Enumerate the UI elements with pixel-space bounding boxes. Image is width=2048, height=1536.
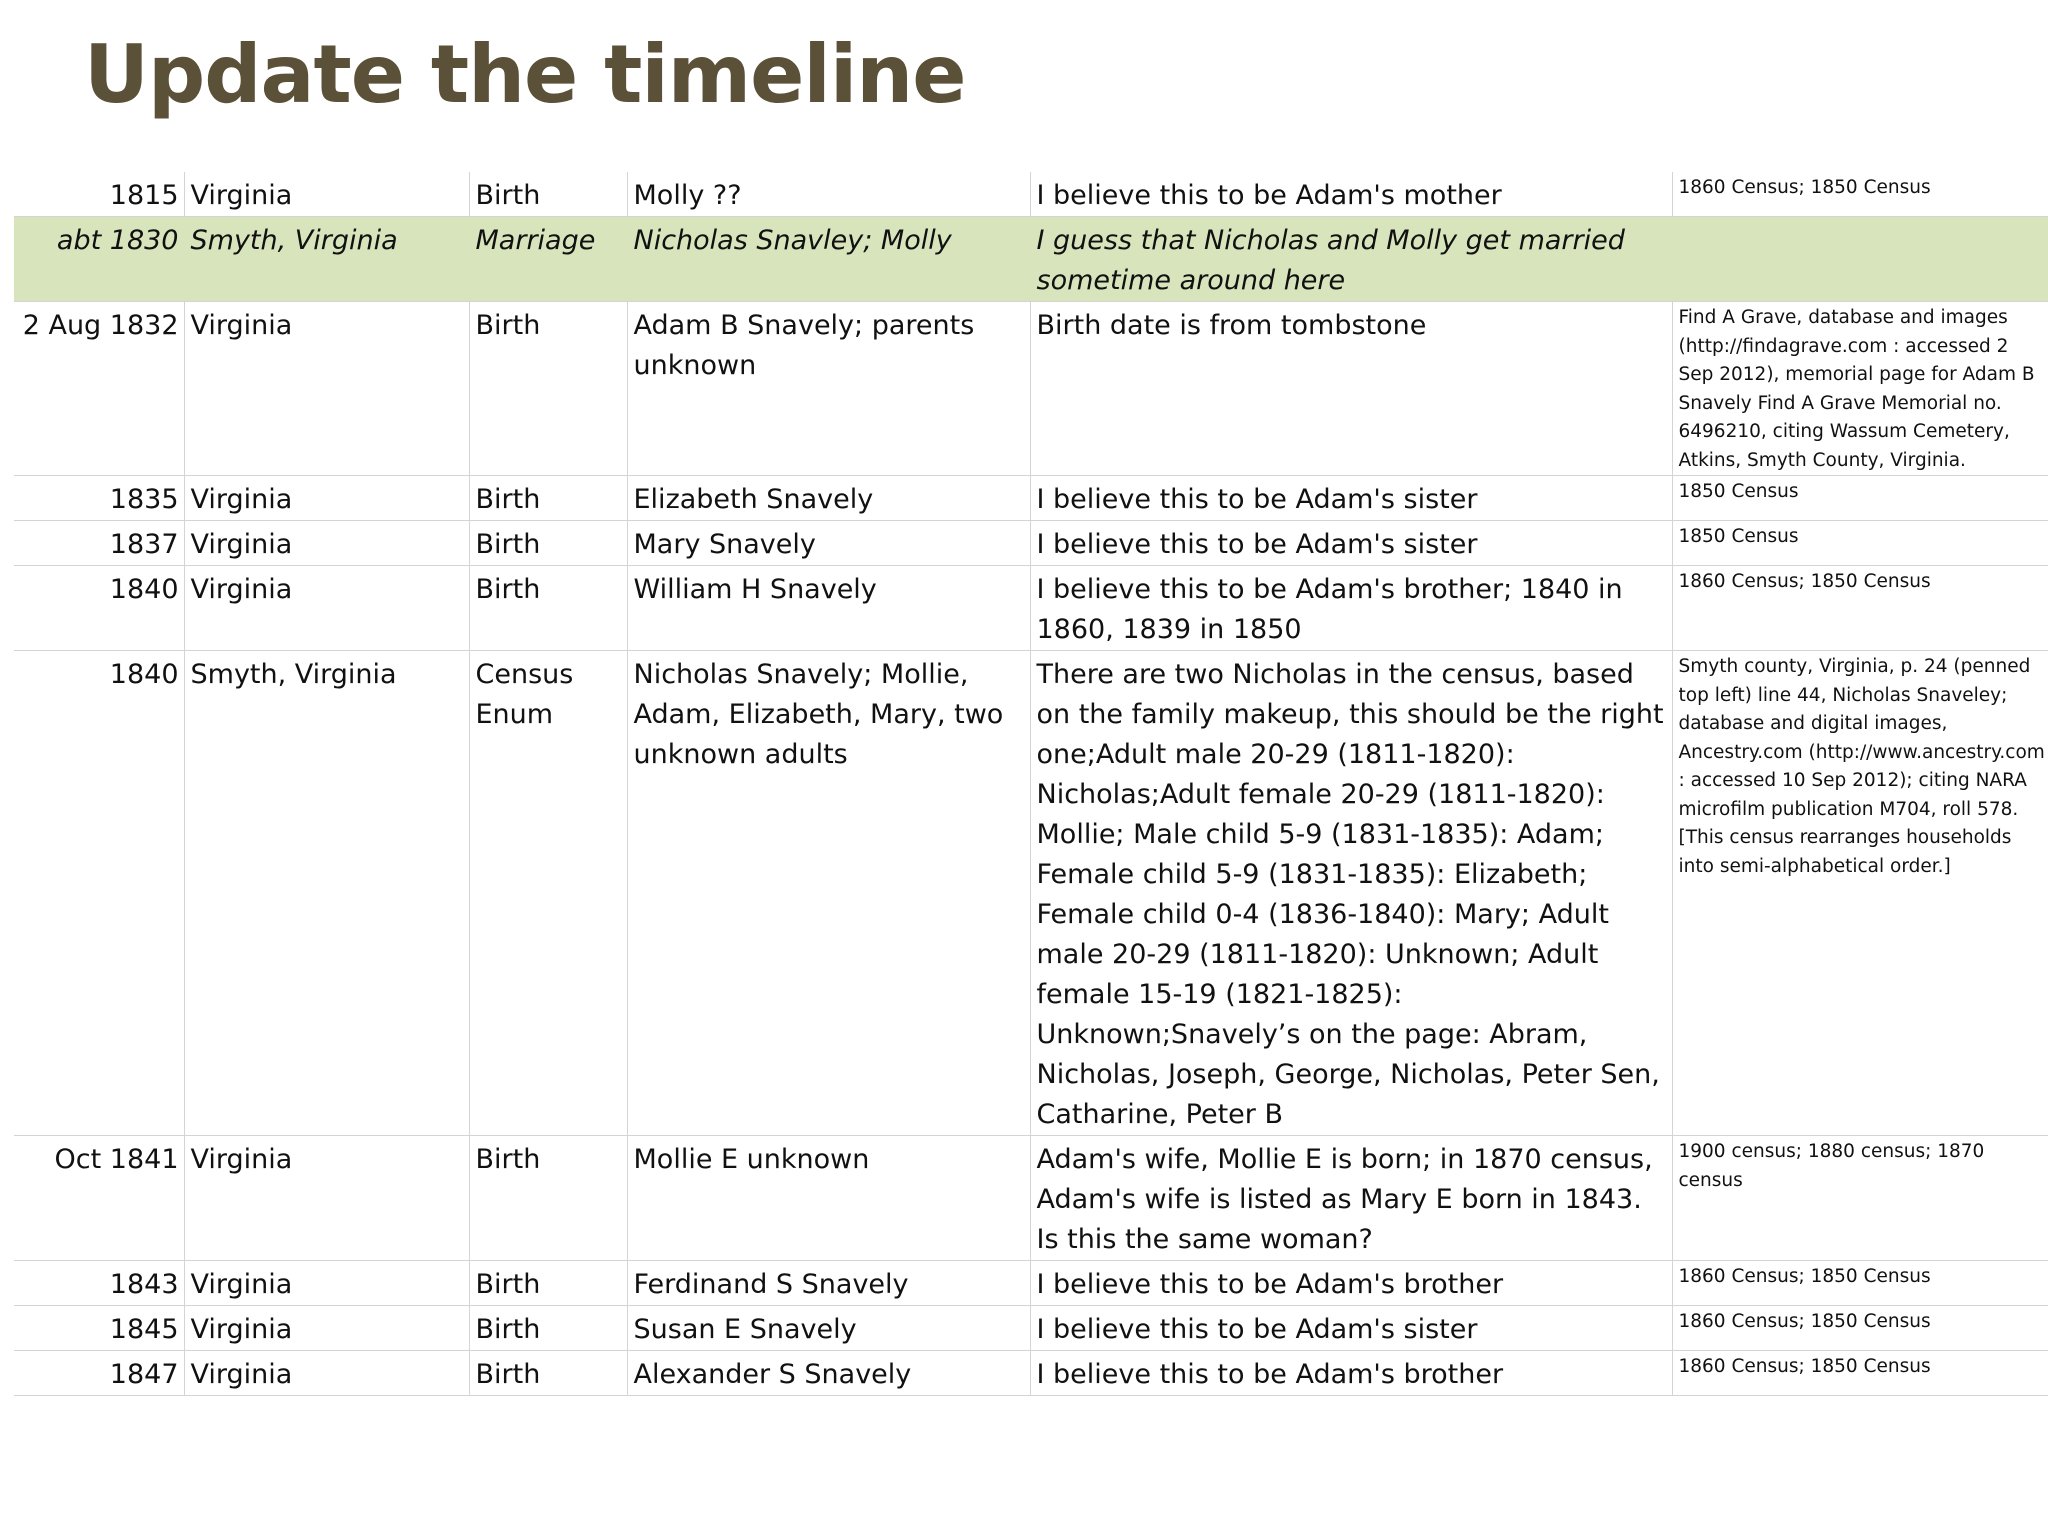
place-cell: Virginia (184, 476, 469, 521)
timeline-table (14, 172, 2048, 1396)
source-cell: 1860 Census; 1850 Census (1672, 1261, 2048, 1306)
date-cell: 1835 (14, 476, 184, 521)
event-cell: Birth (469, 566, 627, 651)
table-row (14, 1136, 2048, 1261)
table-row (14, 476, 2048, 521)
people-cell: Ferdinand S Snavely (627, 1261, 1030, 1306)
people-cell: Molly ?? (627, 172, 1030, 217)
source-cell: 1860 Census; 1850 Census (1672, 566, 2048, 651)
date-cell: 1845 (14, 1306, 184, 1351)
table-row-highlighted (14, 217, 2048, 302)
event-cell: Birth (469, 302, 627, 476)
people-cell: Susan E Snavely (627, 1306, 1030, 1351)
place-cell: Virginia (184, 172, 469, 217)
source-cell: 1850 Census (1672, 476, 2048, 521)
notes-cell: I believe this to be Adam's brother; 1840 in 1860, 1839 in 1850 (1030, 566, 1672, 651)
date-cell: 1815 (14, 172, 184, 217)
table-row (14, 566, 2048, 651)
place-cell: Smyth, Virginia (184, 217, 469, 302)
table-row (14, 651, 2048, 1136)
table-row (14, 1261, 2048, 1306)
event-cell: Marriage (469, 217, 627, 302)
notes-cell: I believe this to be Adam's brother (1030, 1351, 1672, 1396)
event-cell: Birth (469, 1306, 627, 1351)
notes-cell: Adam's wife, Mollie E is born; in 1870 census, Adam's wife is listed as Mary E born in 1843. Is this the same woman? (1030, 1136, 1672, 1261)
source-cell: 1860 Census; 1850 Census (1672, 172, 2048, 217)
source-cell: 1850 Census (1672, 521, 2048, 566)
people-cell: Elizabeth Snavely (627, 476, 1030, 521)
place-cell: Virginia (184, 1136, 469, 1261)
source-cell: 1860 Census; 1850 Census (1672, 1306, 2048, 1351)
notes-cell: Birth date is from tombstone (1030, 302, 1672, 476)
event-cell: Birth (469, 1136, 627, 1261)
place-cell: Smyth, Virginia (184, 651, 469, 1136)
people-cell: Alexander S Snavely (627, 1351, 1030, 1396)
table-row (14, 172, 2048, 217)
date-cell: 1840 (14, 566, 184, 651)
table-row (14, 521, 2048, 566)
notes-cell: I believe this to be Adam's brother (1030, 1261, 1672, 1306)
place-cell: Virginia (184, 1351, 469, 1396)
source-cell: 1900 census; 1880 census; 1870 census (1672, 1136, 2048, 1261)
date-cell: abt 1830 (14, 217, 184, 302)
notes-cell: There are two Nicholas in the census, based on the family makeup, this should be the right one;Adult male 20-29 (1811-1820): Nicholas;Adult female 20-29 (1811-1820): Mollie; Male child 5-9 (1831-1835): Adam; Female child 5-9 (1831-1835): Elizabeth; Female child 0-4 (1836-1840): Mary; Adult male 20-29 (1811-1820): Unknown; Adult female 15-19 (1821-1825): Unknown;Snavely’s on the page: Abram, Nicholas, Joseph, George, Nicholas, Peter Sen, Catharine, Peter B (1030, 651, 1672, 1136)
people-cell: William H Snavely (627, 566, 1030, 651)
notes-cell: I believe this to be Adam's sister (1030, 1306, 1672, 1351)
place-cell: Virginia (184, 566, 469, 651)
people-cell: Mary Snavely (627, 521, 1030, 566)
notes-cell: I believe this to be Adam's sister (1030, 521, 1672, 566)
event-cell: Birth (469, 1261, 627, 1306)
notes-cell: I believe this to be Adam's sister (1030, 476, 1672, 521)
source-cell: Smyth county, Virginia, p. 24 (penned top left) line 44, Nicholas Snaveley; database and digital images, Ancestry.com (http://www.ancestry.com : accessed 10 Sep 2012); citing NARA microfilm publication M704, roll 578. [This census rearranges households into semi-alphabetical order.] (1672, 651, 2048, 1136)
date-cell: 1843 (14, 1261, 184, 1306)
slide-title: Update the timeline (84, 28, 966, 121)
people-cell: Nicholas Snavley; Molly (627, 217, 1030, 302)
date-cell: 1840 (14, 651, 184, 1136)
people-cell: Adam B Snavely; parents unknown (627, 302, 1030, 476)
source-cell: Find A Grave, database and images (http://findagrave.com : accessed 2 Sep 2012), memorial page for Adam B Snavely Find A Grave Memorial no. 6496210, citing Wassum Cemetery, Atkins, Smyth County, Virginia. (1672, 302, 2048, 476)
place-cell: Virginia (184, 1261, 469, 1306)
date-cell: 2 Aug 1832 (14, 302, 184, 476)
date-cell: 1837 (14, 521, 184, 566)
place-cell: Virginia (184, 521, 469, 566)
event-cell: Birth (469, 172, 627, 217)
event-cell: Birth (469, 476, 627, 521)
date-cell: 1847 (14, 1351, 184, 1396)
place-cell: Virginia (184, 1306, 469, 1351)
people-cell: Mollie E unknown (627, 1136, 1030, 1261)
event-cell: Birth (469, 1351, 627, 1396)
date-cell: Oct 1841 (14, 1136, 184, 1261)
source-cell: 1860 Census; 1850 Census (1672, 1351, 2048, 1396)
notes-cell: I guess that Nicholas and Molly get married sometime around here (1030, 217, 1672, 302)
table-row (14, 1306, 2048, 1351)
people-cell: Nicholas Snavely; Mollie, Adam, Elizabeth, Mary, two unknown adults (627, 651, 1030, 1136)
event-cell: Census Enum (469, 651, 627, 1136)
notes-cell: I believe this to be Adam's mother (1030, 172, 1672, 217)
source-cell (1672, 217, 2048, 302)
table-row (14, 302, 2048, 476)
event-cell: Birth (469, 521, 627, 566)
place-cell: Virginia (184, 302, 469, 476)
table-row (14, 1351, 2048, 1396)
